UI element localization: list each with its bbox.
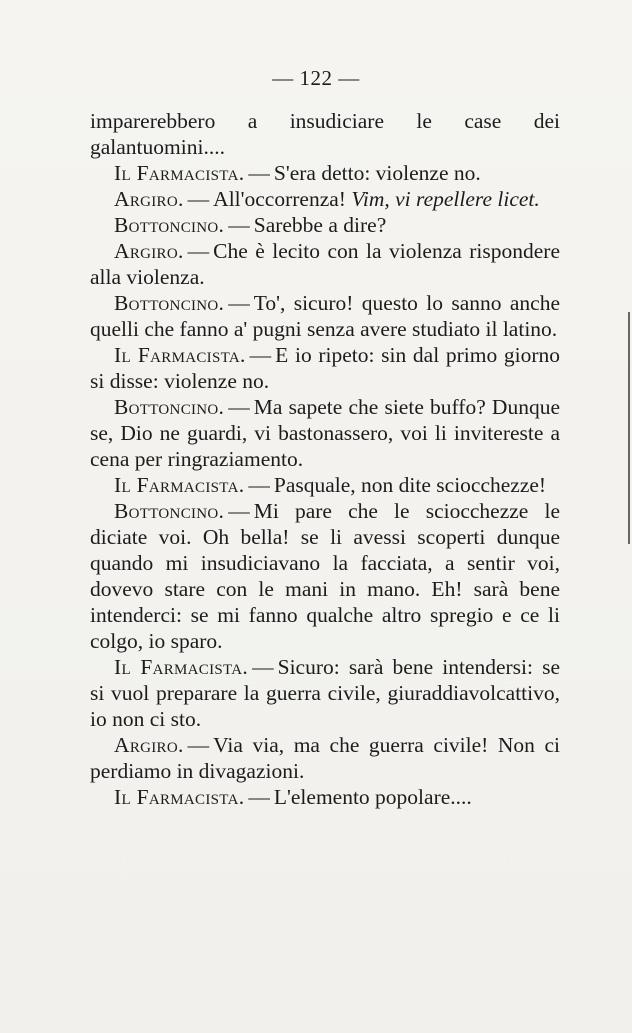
dialogue-line: [90, 160, 560, 186]
dialogue-dash: —: [187, 733, 210, 757]
paragraph: [90, 108, 560, 160]
dialogue-dash: —: [249, 343, 272, 367]
page-edge-shadow: [628, 312, 630, 544]
speaker-name: Argiro.: [114, 187, 184, 211]
dialogue-dash: —: [248, 473, 270, 497]
dialogue-text: Che è lecito con la violenza rispondere alla violenza.: [90, 239, 560, 289]
page-text: [90, 108, 560, 810]
dialogue-line: [90, 498, 560, 654]
dialogue-line: [90, 290, 560, 342]
dialogue-text: To', sicuro! questo lo sanno anche quelli che fanno a' pugni senza avere studiato il latino.: [90, 291, 560, 341]
latin-quote: Vim, vi repellere licet.: [351, 187, 540, 211]
dialogue-text: All'occorrenza!: [213, 187, 352, 211]
speaker-name: Argiro.: [114, 239, 184, 263]
speaker-name: Il Farmacista.: [114, 473, 245, 497]
paragraph-text: imparerebbero a insudiciare le case dei galantuomini....: [90, 109, 560, 159]
speaker-name: Bottoncino.: [114, 395, 225, 419]
dialogue-text: Sicuro: sarà bene intendersi: se si vuol preparare la guerra civile, giuraddiavolcattivo, io non ci sto.: [90, 655, 560, 731]
speaker-name: Il Farmacista.: [114, 343, 246, 367]
dialogue-dash: —: [252, 655, 274, 679]
dialogue-dash: —: [228, 499, 250, 523]
dialogue-text: S'era detto: violenze no.: [273, 161, 481, 185]
dialogue-text: L'elemento popolare....: [273, 785, 472, 809]
dialogue-dash: —: [248, 785, 270, 809]
dialogue-text: Via via, ma che guerra civile! Non ci perdiamo in divagazioni.: [90, 733, 560, 783]
dialogue-dash: —: [228, 213, 250, 237]
dialogue-text: Ma sapete che siete buffo? Dunque se, Dio ne guardi, vi bastonassero, voi li invitereste a cena per ringraziamento.: [90, 395, 560, 471]
dialogue-dash: —: [187, 187, 210, 211]
speaker-name: Il Farmacista.: [114, 161, 245, 185]
dialogue-text: Pasquale, non dite sciocchezze!: [273, 473, 547, 497]
dialogue-line: [90, 342, 560, 394]
dialogue-dash: —: [248, 161, 270, 185]
dialogue-line: [90, 654, 560, 732]
dialogue-line: [90, 784, 560, 810]
dialogue-text: E io ripeto: sin dal primo giorno si disse: violenze no.: [90, 343, 561, 393]
dialogue-line: [90, 186, 560, 212]
speaker-name: Argiro.: [114, 733, 184, 757]
dialogue-line: [90, 732, 560, 784]
dialogue-line: [90, 472, 560, 498]
dialogue-line: [90, 394, 560, 472]
speaker-name: Il Farmacista.: [114, 655, 249, 679]
speaker-name: Bottoncino.: [114, 213, 225, 237]
dialogue-line: [90, 212, 560, 238]
dialogue-text: Mi pare che le sciocchezze le diciate voi. Oh bella! se li avessi scoperti dunque quando mi insudiciavano la facciata, a sentir voi, dovevo stare con le mani in mano. Eh! sarà bene intenderci: se mi fanno qualche altro spregio e ce li colgo, io sparo.: [90, 499, 560, 653]
dialogue-line: [90, 238, 560, 290]
speaker-name: Il Farmacista.: [114, 785, 245, 809]
dialogue-dash: —: [228, 291, 250, 315]
speaker-name: Bottoncino.: [114, 499, 225, 523]
page-number: — 122 —: [272, 66, 360, 90]
dialogue-text: Sarebbe a dire?: [253, 213, 387, 237]
dialogue-dash: —: [228, 395, 250, 419]
speaker-name: Bottoncino.: [114, 291, 225, 315]
dialogue-dash: —: [187, 239, 210, 263]
